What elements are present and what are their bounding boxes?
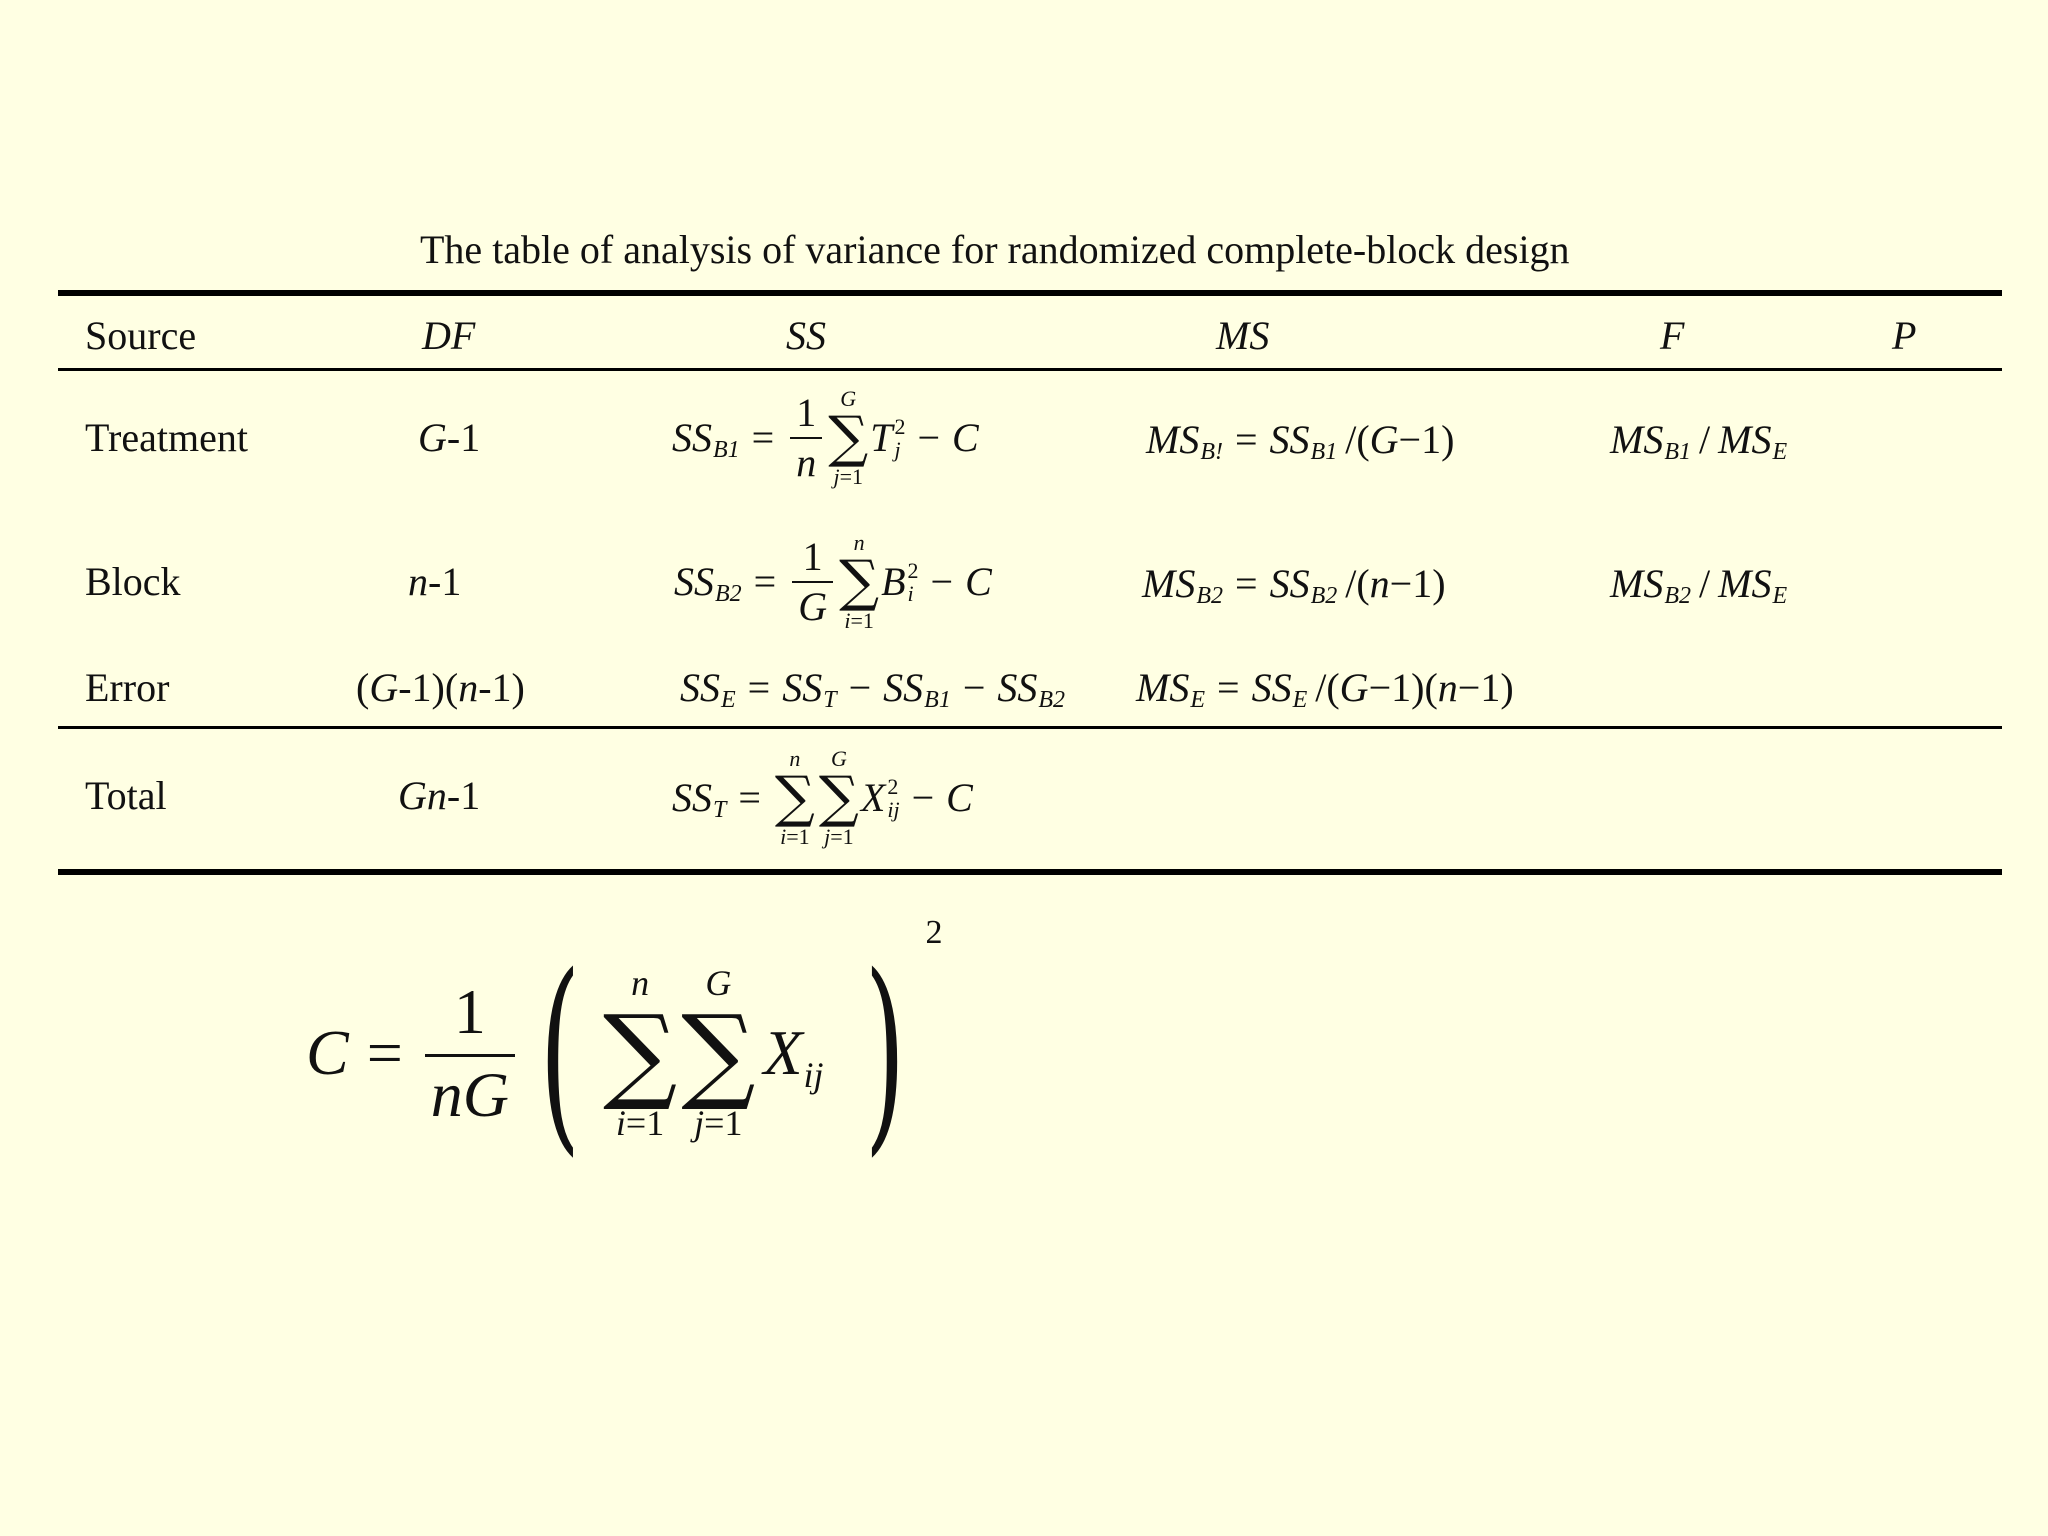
treatment-ms-formula: MS B! = SS B1 /( G −1): [1146, 417, 1455, 465]
total-df: Gn-1: [398, 773, 481, 818]
table-top-rule: [58, 290, 2002, 296]
header-f: F: [1660, 313, 1685, 358]
treatment-df: G-1: [418, 415, 481, 460]
summation-symbol: G ∑ j=1: [818, 746, 859, 849]
summation-symbol: n ∑ i=1: [602, 963, 678, 1143]
summation-symbol: G ∑ j=1: [681, 963, 756, 1143]
error-ss-formula: SS E = SS T − SS B1 − SS B2: [680, 665, 1066, 713]
correction-term-formula: C = $\frac{1}{nG}$ ( n ∑ i=1 G ∑ j=1 X ij ) 2: [306, 914, 943, 1175]
fraction: $\frac{1}{nG}$: [425, 980, 515, 1127]
total-ss-formula: SS T = n ∑ i=1 G ∑ j=1 X 2 ij − C: [672, 746, 973, 849]
summation-symbol: G ∑ j=1: [828, 386, 869, 489]
block-f-formula: MS B2 / MS E: [1610, 561, 1788, 609]
exponent: 2: [925, 914, 943, 951]
table-bottom-rule: [58, 869, 2002, 875]
total-separator-rule: [58, 726, 2002, 729]
error-source: Error: [85, 665, 170, 710]
treatment-f-formula: MS B1 / MS E: [1610, 417, 1788, 465]
header-ss: SS: [786, 313, 826, 358]
header-df: DF: [422, 313, 476, 358]
left-parenthesis: (: [539, 930, 581, 1175]
right-parenthesis: ): [864, 930, 905, 1175]
block-ms-formula: MS B2 = SS B2 /( n −1): [1142, 561, 1446, 609]
header-source: Source: [85, 313, 197, 358]
fraction: $\frac{1}{G}$: [792, 537, 833, 627]
table-title: The table of analysis of variance for randomized complete-block design: [420, 227, 1570, 272]
error-df: (G-1)(n-1): [356, 665, 525, 710]
fraction: $\frac{1}{n}$: [790, 393, 822, 483]
summation-symbol: n ∑ i=1: [774, 746, 815, 849]
block-ss-formula: SS B2 = $\frac{1}{G}$ n ∑ i=1 B 2 i − C: [674, 530, 992, 633]
block-df: n-1: [408, 559, 462, 604]
header-ms: MS: [1216, 313, 1270, 358]
treatment-ss-formula: SS B1 = $\frac{1}{n}$ G ∑ j=1 T 2 j − C: [672, 386, 979, 489]
header-rule: [58, 368, 2002, 371]
error-ms-formula: MS E = SS E /( G −1)( n −1): [1136, 665, 1514, 713]
block-source: Block: [85, 559, 181, 604]
summation-symbol: n ∑ i=1: [839, 530, 880, 633]
total-source: Total: [85, 773, 167, 818]
header-p: P: [1892, 313, 1917, 358]
treatment-source: Treatment: [85, 415, 248, 460]
